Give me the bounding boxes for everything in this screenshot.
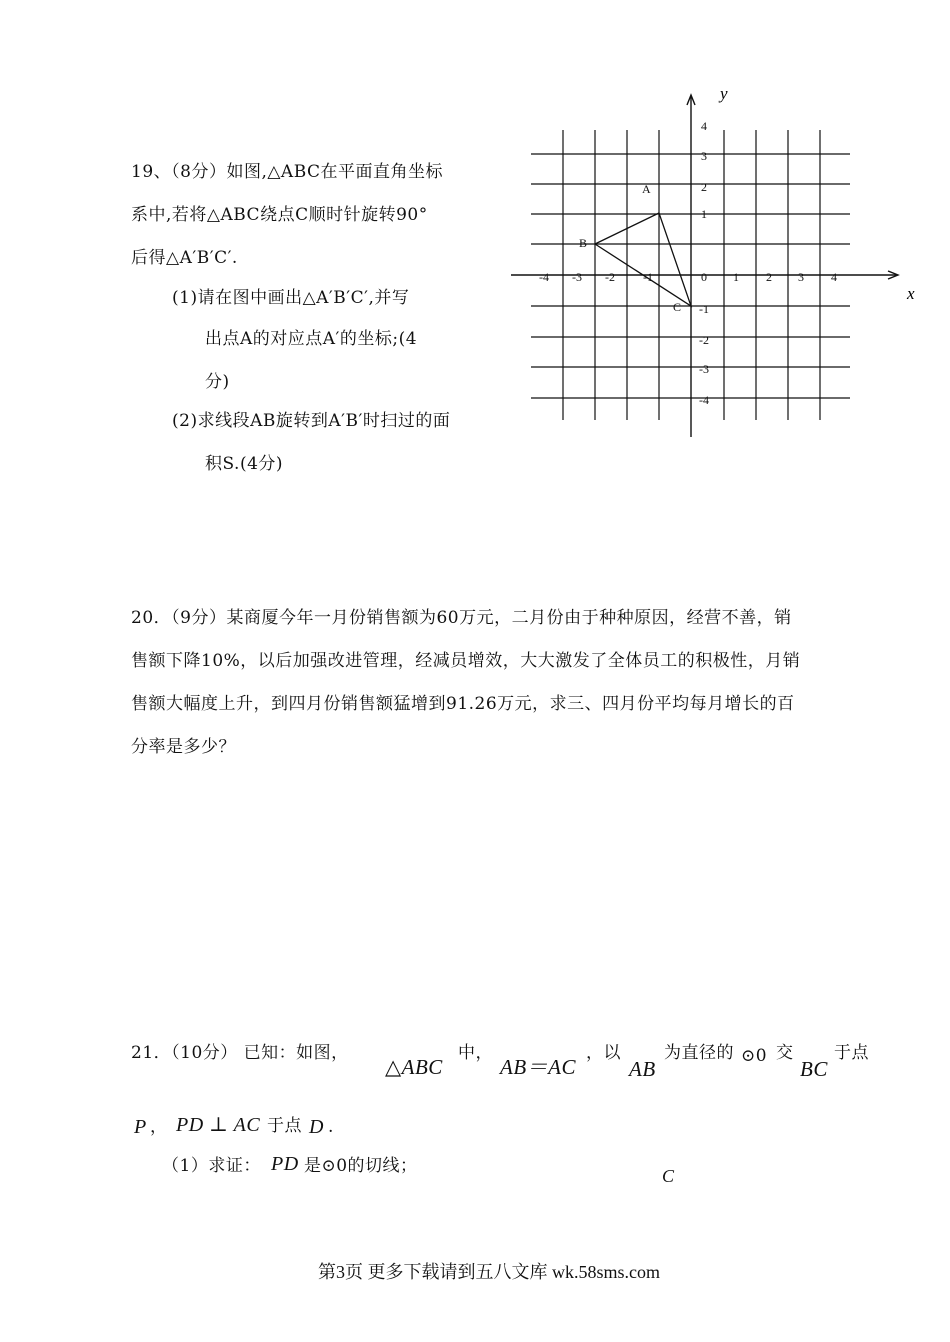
x-tick-labels <box>539 270 837 284</box>
q19-line2: 系中,若将△ABC绕点C顺时针旋转90° <box>131 205 428 225</box>
x-axis-label: x <box>907 284 915 303</box>
y-tick-label: 2 <box>701 180 707 194</box>
q19-sub1-line2: 出点A的对应点A′的坐标;(4 <box>205 329 418 349</box>
q21-yi: ，以 <box>586 1043 621 1063</box>
q21-ab: AB <box>629 1057 656 1081</box>
q19-line1: 19、（8分）如图,△ABC在平面直角坐标 <box>131 162 444 182</box>
coordinate-grid-figure <box>505 80 925 450</box>
y-tick-label: -3 <box>699 362 709 376</box>
q21-pd-perp-ac: PD ⊥ AC <box>176 1114 261 1136</box>
q21-circle-o: ⊙0 <box>741 1046 768 1066</box>
q21-bc: BC <box>800 1057 828 1081</box>
q21-sub1-pd: PD <box>271 1153 299 1175</box>
x-tick-label: 4 <box>831 270 837 284</box>
x-tick-label: 2 <box>766 270 772 284</box>
q19-sub2-line1: (2)求线段AB旋转到A′B′时扫过的面 <box>172 411 451 431</box>
q20-line2: 售额下降10%，以后加强改进管理，经减员增效，大大激发了全体员工的积极性，月销 <box>131 651 801 671</box>
y-tick-label: -2 <box>699 333 709 347</box>
y-tick-label: 1 <box>701 207 707 221</box>
y-tick-labels <box>699 119 709 407</box>
q19-line3: 后得△A′B′C′. <box>131 248 238 268</box>
q21-yudian: 于点 <box>834 1043 869 1063</box>
x-tick-label: -4 <box>539 270 549 284</box>
q21-zhong: 中， <box>458 1043 493 1063</box>
x-tick-label: -2 <box>605 270 615 284</box>
x-tick-label: -1 <box>643 270 653 284</box>
point-label-a: A <box>642 182 651 196</box>
q20-line4: 分率是多少？ <box>131 737 236 757</box>
y-tick-label: -4 <box>699 393 709 407</box>
point-label-c: C <box>673 300 682 314</box>
point-label-b: B <box>579 236 588 250</box>
q21-figure-label-c: C <box>662 1166 675 1186</box>
q21-sub1-prefix: （1）求证： <box>162 1156 261 1176</box>
q21-comma: ， <box>150 1117 168 1137</box>
x-tick-label: -3 <box>572 270 582 284</box>
q21-sub1-postfix: 是⊙0的切线； <box>304 1156 418 1176</box>
q21-triangle-abc: △ABC <box>385 1055 443 1079</box>
q20-line3: 售额大幅度上升，到四月份销售额猛增到91.26万元，求三、四月份平均每月增长的百 <box>131 694 795 714</box>
q21-period: . <box>328 1117 334 1137</box>
q21-ab-eq-ac: AB＝AC <box>500 1055 576 1079</box>
q19-sub1-line1: (1)请在图中画出△A′B′C′,并写 <box>172 288 410 308</box>
q21-jiao: 交 <box>776 1043 794 1063</box>
triangle-abc <box>595 213 691 306</box>
q21-diameter-text: 为直径的 <box>664 1043 734 1063</box>
q19-sub1-line3: 分) <box>205 372 230 392</box>
y-tick-label: 3 <box>701 149 707 163</box>
q20-line1: 20．（9分）某商厦今年一月份销售额为60万元，二月份由于种种原因，经营不善，销 <box>131 608 792 628</box>
y-tick-label: -1 <box>699 302 709 316</box>
q21-intro: 21．（10分） 已知：如图， <box>131 1043 349 1063</box>
x-tick-label: 3 <box>798 270 804 284</box>
x-tick-label: 0 <box>701 270 707 284</box>
q21-yudian2: 于点 <box>267 1116 302 1136</box>
x-tick-label: 1 <box>733 270 739 284</box>
q21-p: P <box>134 1116 147 1138</box>
q21-d: D <box>309 1116 324 1138</box>
y-tick-label: 4 <box>701 119 707 133</box>
q19-sub2-line2: 积S.(4分) <box>205 454 284 474</box>
page-footer: 第3页 更多下载请到五八文库 wk.58sms.com <box>318 1262 660 1282</box>
y-axis-label: y <box>720 84 728 103</box>
